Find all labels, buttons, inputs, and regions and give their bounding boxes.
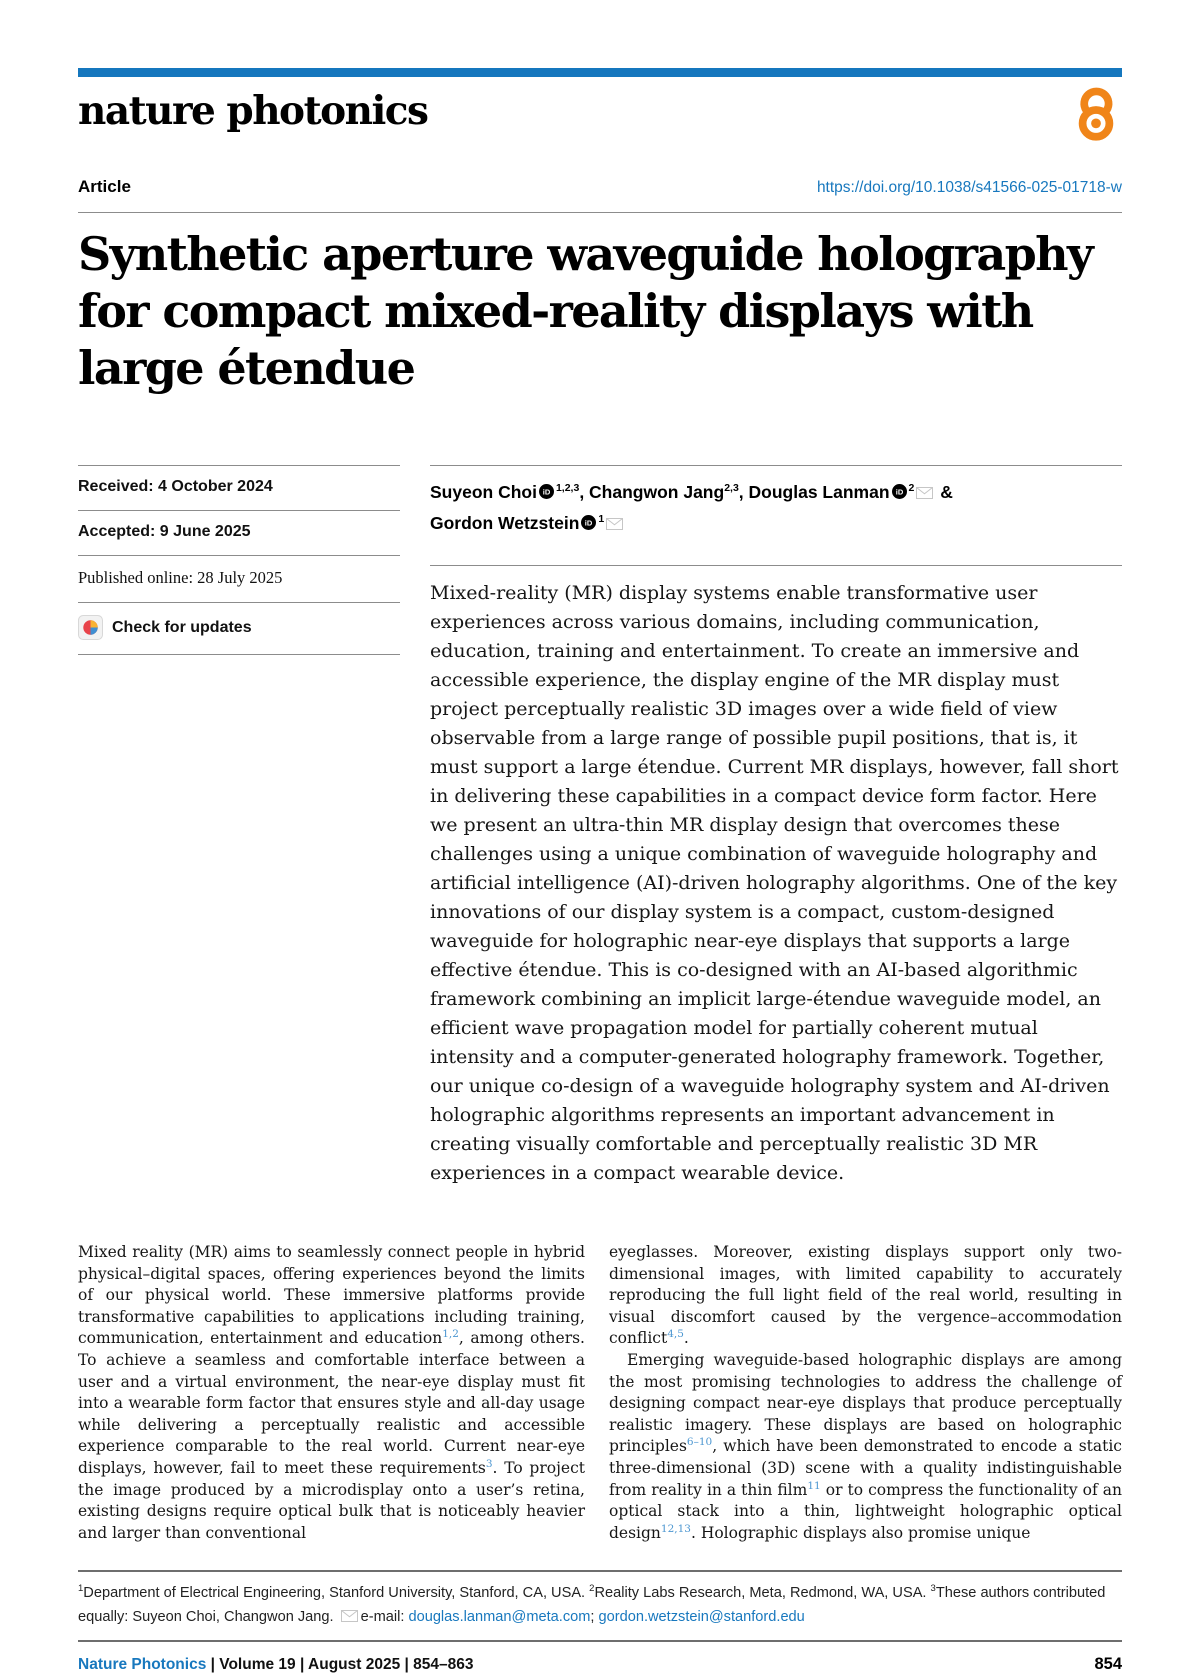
text-run: These authors contributed equally: Suyeon Choi, Changwon Jang.: [78, 1585, 1106, 1625]
text-run: Suyeon Choi: [430, 482, 537, 502]
meta-label: Published online: 28 July 2025: [78, 568, 283, 587]
reference-superscript[interactable]: 3: [485, 1457, 493, 1470]
svg-text:iD: iD: [895, 487, 903, 497]
text-run: Reality Labs Research, Meta, Redmond, WA, USA.: [594, 1585, 931, 1602]
article-date: [78, 556, 400, 603]
check-for-updates-button[interactable]: [78, 603, 400, 655]
text-link[interactable]: Nature Photonics: [78, 1656, 207, 1674]
svg-text:iD: iD: [542, 487, 551, 497]
text-run: | Volume 19 | August 2025 | 854–863: [206, 1656, 474, 1674]
affiliation-superscript: 1: [598, 513, 605, 526]
authors-line: [430, 477, 1122, 539]
journal-logo[interactable]: nature photonics: [78, 88, 428, 134]
page-footer: [78, 1655, 1122, 1674]
meta-label: Check for updates: [112, 618, 252, 636]
title-line: Synthetic aperture waveguide holography: [78, 227, 1093, 281]
svg-text:iD: iD: [585, 518, 593, 528]
text-run: Department of Electrical Engineering, Stanford University, Stanford, CA, USA.: [83, 1585, 590, 1602]
text-link[interactable]: gordon.wetzstein@stanford.edu: [598, 1608, 805, 1625]
reference-superscript[interactable]: 11: [807, 1479, 821, 1492]
page-number: 854: [1094, 1655, 1122, 1674]
reference-superscript[interactable]: 12,13: [660, 1522, 691, 1535]
text-run: , Douglas Lanman: [738, 482, 890, 502]
footnote-top-rule: [78, 1570, 1122, 1572]
envelope-icon[interactable]: [606, 518, 623, 530]
body-column-left: [78, 1242, 585, 1544]
affiliation-superscript: 1: [78, 1583, 84, 1595]
text-run: Gordon Wetzstein: [430, 513, 580, 533]
authors-and-abstract: [430, 465, 1122, 1188]
text-run: Mixed reality (MR) aims to seamlessly connect people in hybrid physical–digital spaces, offering experiences beyond the limits of our physical world. These immersive platforms provide transformative capabilities to applications including training, communication, entertainment and education: [78, 1243, 585, 1348]
body-paragraph: [609, 1350, 1122, 1544]
reference-superscript[interactable]: 4,5: [667, 1328, 684, 1341]
abstract-rule: [430, 565, 1122, 566]
text-run: . To project the image produced by a microdisplay onto a user’s retina, existing designs require optical bulk that is noticeably heavier and larger than conventional: [78, 1458, 585, 1542]
article-history-panel: [78, 465, 400, 1188]
meta-label: Accepted: 9 June 2025: [78, 523, 251, 540]
envelope-icon[interactable]: [341, 1610, 358, 1622]
article-type-label: Article: [78, 177, 131, 196]
masthead-top-rule: [78, 68, 1122, 77]
text-run: , which have been demonstrated to encode a static three-dimensional (3D) scene with a quality indistinguishable from reality in a thin film: [609, 1437, 1122, 1499]
title-line: large étendue: [78, 341, 415, 395]
meta-label: Received: 4 October 2024: [78, 478, 273, 495]
crossmark-icon: [78, 615, 103, 640]
body-paragraph: [78, 1242, 585, 1544]
article-title: [78, 226, 1122, 397]
header-rule: [78, 212, 1122, 213]
text-run: &: [935, 482, 953, 502]
affiliations-footnote: [78, 1582, 1122, 1629]
affiliation-superscript: 1,2,3: [555, 482, 580, 495]
meta-and-abstract-section: [78, 465, 1122, 1188]
text-run: . Holographic displays also promise unique: [690, 1523, 1031, 1542]
orcid-icon[interactable]: [892, 484, 907, 499]
article-date: [78, 511, 400, 556]
body-text-section: [78, 1242, 1122, 1544]
affiliation-superscript: 3: [930, 1583, 936, 1595]
footnote-bottom-rule: [78, 1640, 1122, 1642]
article-page: [78, 68, 1122, 1674]
body-column-right: [609, 1242, 1122, 1544]
text-run: , among others. To achieve a seamless and comfortable interface between a user and a virtual environment, the near-eye display must fit into a wearable form factor that ensures style and all-day usage while delivering a perceptually realistic and accessible experience comparable to the real world. Current near-eye displays, however, fail to meet these requirements: [78, 1329, 585, 1477]
masthead: [78, 85, 1122, 141]
abstract-text: Mixed-reality (MR) display systems enable transformative user experiences across various domains, including communication, education, training and entertainment. To create an immersive and accessible experience, the display engine of the MR display must project perceptually realistic 3D images over a wide field of view observable from a large range of possible pupil positions, that is, it must support a large étendue. Current MR displays, however, fall short in delivering these capabilities in a compact device form factor. Here we present an ultra-thin MR display design that overcomes these challenges using a unique combination of waveguide holography and artificial intelligence (AI)-driven holography algorithms. One of the key innovations of our display system is a compact, custom-designed waveguide for holographic near-eye displays that supports a large effective étendue. This is co-designed with an AI-based algorithmic framework combining an implicit large-étendue waveguide model, an efficient wave propagation model for partially coherent mutual intensity and a computer-generated holography framework. Together, our unique co-design of a waveguide holography system and AI-driven holographic algorithms represents an important advancement in creating visually comfortable and perceptually realistic 3D MR experiences in a compact wearable device.: [430, 582, 1119, 1184]
affiliation-superscript: 2: [908, 482, 915, 495]
article-date: [78, 466, 400, 511]
reference-superscript[interactable]: 6–10: [686, 1436, 713, 1449]
orcid-icon[interactable]: [581, 515, 596, 530]
text-run: eyeglasses. Moreover, existing displays support only two-dimensional images, with limited capability to accurately reproducing the full light field of the real world, resulting in visual discomfort caused by the vergence–accommodation conflict: [609, 1243, 1122, 1348]
body-paragraph: [609, 1242, 1122, 1350]
reference-superscript[interactable]: 1,2: [442, 1328, 459, 1341]
affiliation-superscript: 2,3: [724, 482, 739, 495]
envelope-icon[interactable]: [916, 487, 933, 499]
text-run: .: [683, 1329, 689, 1348]
orcid-icon[interactable]: [539, 484, 554, 499]
doi-link[interactable]: https://doi.org/10.1038/s41566-025-01718-w: [816, 179, 1122, 196]
journal-citation: [78, 1656, 474, 1674]
text-run: ;: [590, 1608, 599, 1625]
text-run: e-mail:: [360, 1608, 409, 1625]
text-run: Emerging waveguide-based holographic displays are among the most promising technologies to address the challenge of designing compact near-eye displays that produce perceptually realistic imagery. These displays are based on holographic principles: [609, 1350, 1122, 1456]
open-access-icon: [1070, 79, 1122, 145]
article-header-row: [78, 177, 1122, 197]
title-line: for compact mixed-reality displays with: [78, 284, 1033, 338]
text-run: , Changwon Jang: [579, 482, 725, 502]
text-link[interactable]: douglas.lanman@meta.com: [408, 1608, 591, 1625]
affiliation-superscript: 2: [589, 1583, 595, 1595]
text-run: or to compress the functionality of an optical stack into a thin, lightweight holographic optical design: [609, 1480, 1122, 1542]
